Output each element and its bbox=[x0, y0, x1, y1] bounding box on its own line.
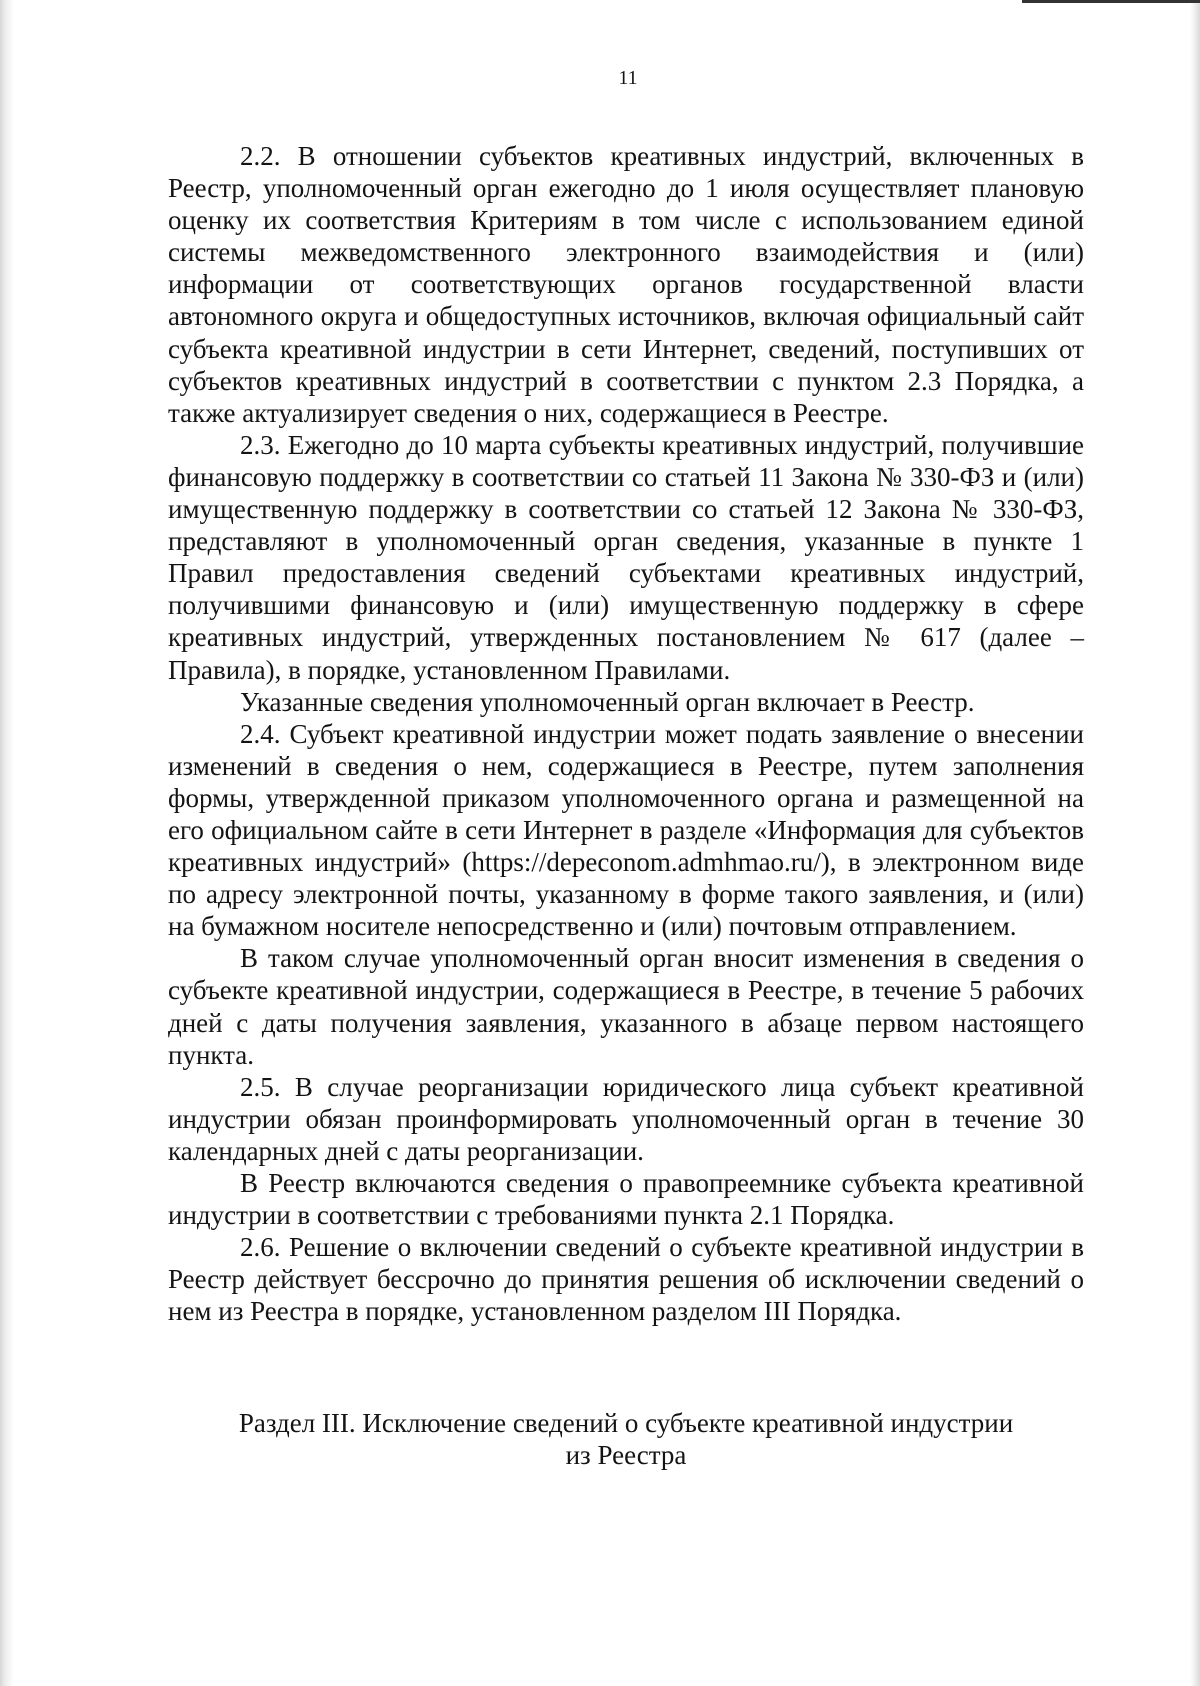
top-rule bbox=[1022, 0, 1200, 3]
section-heading-line-2: из Реестра bbox=[565, 1440, 687, 1470]
paragraph-2-4-second: В таком случае уполномоченный орган вносит изменения в сведения о субъекте креативной индустрии, содержащиеся в Реестре, в течение 5 рабочих дней с даты получения заявления, указанного в абзаце первом настоящего пункта. bbox=[168, 943, 1084, 1070]
paragraph-2-3: 2.3. Ежегодно до 10 марта субъекты креативных индустрий, получившие финансовую поддержку в соответствии со статьей 11 Закона № 330-ФЗ и (или) имущественную поддержку в соответствии со статьей 12 Закона № 330-ФЗ, представляют в уполномоченный орган сведения, указанные в пункте 1 Правил предоставления сведений субъектами креативных индустрий, получившими финансовую и (или) имущественную поддержку в сфере креативных индустрий, утвержденных постановлением № 617 (далее – Правила), в порядке, установленном Правилами. bbox=[168, 429, 1084, 685]
paragraph-2-2: 2.2. В отношении субъектов креативных индустрий, включенных в Реестр, уполномоченный орган ежегодно до 1 июля осуществляет плановую оценку их соответствия Критериям в том числе с использованием единой системы межведомственного электронного взаимодействия и (или) информации от соответствующих органов государственной власти автономного округа и общедоступных источников, включая официальный сайт субъекта креативной индустрии в сети Интернет, сведений, поступивших от субъектов креативных индустрий в соответствии с пунктом 2.3 Порядка, а также актуализирует сведения о них, содержащиеся в Реестре. bbox=[168, 141, 1084, 428]
scan-edge-right bbox=[1190, 0, 1200, 1686]
paragraph-2-5: 2.5. В случае реорганизации юридического лица субъект креативной индустрии обязан проинформировать уполномоченный орган в течение 30 календарных дней с даты реорганизации. bbox=[168, 1071, 1084, 1166]
section-heading-line-1: Раздел III. Исключение сведений о субъекте креативной индустрии bbox=[238, 1408, 1014, 1438]
paragraph-2-3-note: Указанные сведения уполномоченный орган включает в Реестр. bbox=[240, 686, 975, 717]
paragraph-2-5-second: В Реестр включаются сведения о правопреемнике субъекта креативной индустрии в соответствии с требованиями пункта 2.1 Порядка. bbox=[168, 1168, 1084, 1231]
paragraph-2-4: 2.4. Субъект креативной индустрии может подать заявление о внесении изменений в сведения о нем, содержащиеся в Реестре, путем заполнения формы, утвержденной приказом уполномоченного органа и размещенной на его официальном сайте в сети Интернет в разделе «Информация для субъектов креативных индустрий» (https://depeconom.admhmao.ru/), в электронном виде по адресу электронной почты, указанному в форме такого заявления, и (или) на бумажном носителе непосредственно и (или) почтовым отправлением. bbox=[168, 718, 1084, 942]
page-number: 11 bbox=[618, 67, 638, 89]
scan-edge-left bbox=[0, 0, 14, 1686]
paragraph-2-6: 2.6. Решение о включении сведений о субъекте креативной индустрии в Реестр действует бессрочно до принятия решения об исключении сведений о нем из Реестра в порядке, установленном разделом III Порядка. bbox=[168, 1232, 1084, 1327]
section-heading bbox=[168, 1407, 1084, 1471]
document-body bbox=[168, 140, 1084, 1327]
